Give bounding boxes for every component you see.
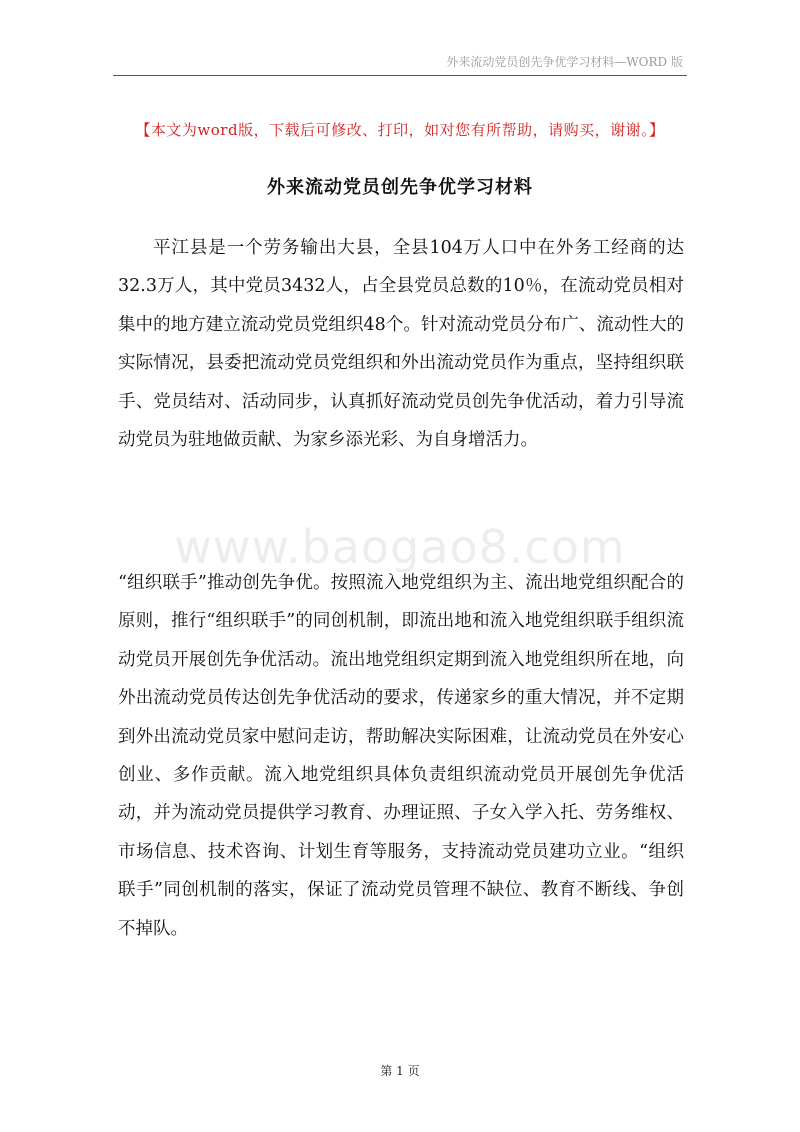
page-number: 第 1 页: [380, 1064, 420, 1078]
running-header: 外来流动党员创先争优学习材料—WORD 版: [446, 55, 683, 69]
body-paragraph-1: 平江县是一个劳务输出大县，全县104万人口中在外务工经商的达32.3万人，其中党员3432人，占全县党员总数的10％，在流动党员相对集中的地方建立流动党员党组织48个。针对流动党员分布广、流动性大的实际情况，县委把流动党员党组织和外出流动党员作为重点，坚持组织联手、党员结对、活动同步，认真抓好流动党员创先争优活动，着力引导流动党员为驻地做贡献、为家乡添光彩、为自身增活力。: [118, 238, 684, 451]
header-divider: [113, 75, 687, 76]
watermark-text: www.baogao8.com: [174, 520, 626, 574]
body-paragraph-2: “组织联手”推动创先争优。按照流入地党组织为主、流出地党组织配合的原则，推行“组织联手”的同创机制，即流出地和流入地党组织联手组织流动党员开展创先争优活动。流出地党组织定期到流入地党组织所在地，向外出流动党员传达创先争优活动的要求，传递家乡的重大情况，并不定期到外出流动党员家中慰问走访，帮助解决实际困难，让流动党员在外安心创业、多作贡献。流入地党组织具体负责组织流动党员开展创先争优活动，并为流动党员提供学习教育、办理证照、子女入学入托、劳务维权、市场信息、技术咨询、计划生育等服务，支持流动党员建功立业。“组织联手”同创机制的落实，保证了流动党员管理不缺位、教育不断线、争创不掉队。: [118, 573, 684, 939]
download-notice: 【本文为word版，下载后可修改、打印，如对您有所帮助，请购买，谢谢。】: [135, 121, 665, 139]
document-title: 外来流动党员创先争优学习材料: [267, 177, 533, 198]
